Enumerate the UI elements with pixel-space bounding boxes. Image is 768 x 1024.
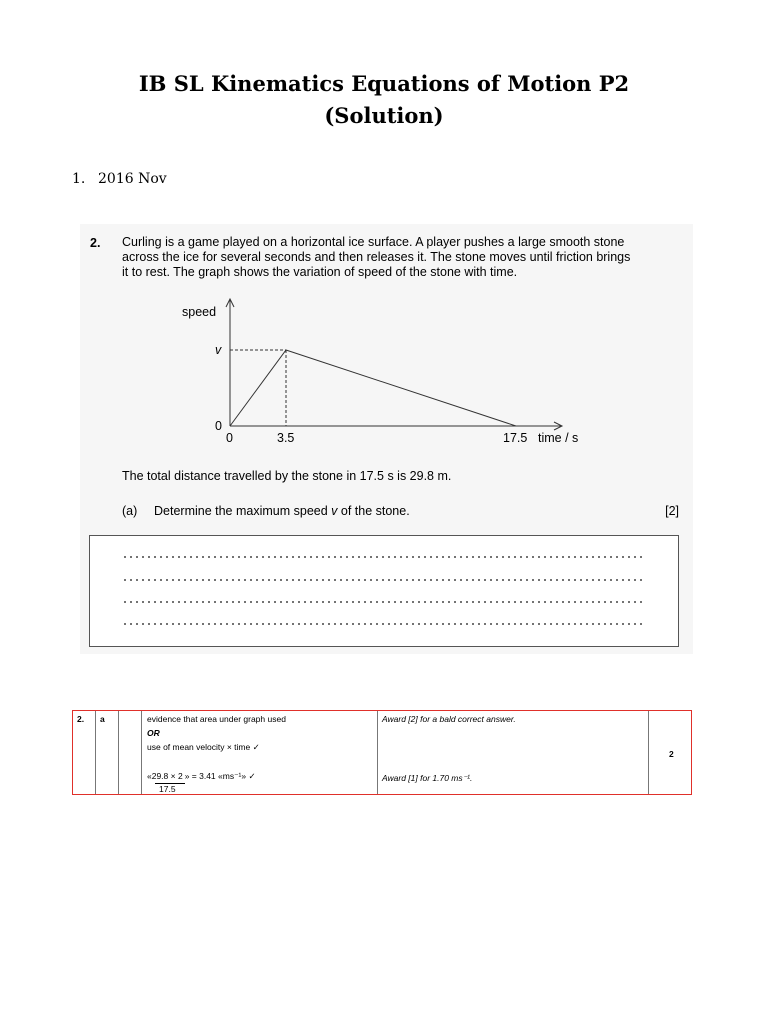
page-title: IB SL Kinematics Equations of Motion P2: [138, 71, 630, 96]
y-tick-0: 0: [215, 419, 222, 433]
part-a-marks: [2]: [665, 504, 679, 518]
question-index: 1.: [72, 171, 86, 187]
ms-question-number: 2.: [77, 714, 85, 724]
x-tick-17-5: 17.5: [503, 431, 528, 445]
ms-answer-line2: use of mean velocity × time ✓: [147, 742, 260, 752]
page-subtitle: (Solution): [324, 103, 444, 128]
y-tick-v: v: [215, 343, 222, 357]
ms-note-partial: Award [1] for 1.70 ms⁻¹.: [382, 773, 473, 783]
ms-total-marks: 2: [669, 749, 674, 759]
answer-dotted-line: [122, 601, 642, 603]
question-scan: [80, 224, 693, 654]
question-heading: [72, 171, 167, 187]
ms-note-bald-answer: Award [2] for a bald correct answer.: [382, 714, 516, 724]
x-axis-label: time / s: [538, 431, 579, 445]
ms-part-letter: a: [100, 714, 105, 724]
scan-question-number: 2.: [90, 236, 101, 250]
scan-text-line: across the ice for several seconds and then releases it. The stone moves until friction brings: [122, 250, 631, 264]
part-a-label: (a): [122, 504, 138, 518]
speed-curve: [230, 350, 516, 426]
ms-fraction-result: » = 3.41 «ms⁻¹» ✓: [184, 771, 256, 781]
scan-text-line: it to rest. The graph shows the variation of speed of the stone with time.: [122, 265, 518, 279]
distance-statement: The total distance travelled by the stone in 17.5 s is 29.8 m.: [122, 469, 452, 483]
ms-fraction-numerator: «29.8 × 2 » = 3.41 «ms⁻¹» ✓: [147, 771, 256, 781]
x-tick-3-5: 3.5: [277, 431, 295, 445]
scan-text-line: Curling is a game played on a horizontal ice surface. A player pushes a large smooth stone: [122, 235, 625, 249]
speed-time-graph: [80, 224, 693, 464]
ms-fraction-denominator: 17.5: [159, 784, 176, 794]
answer-dotted-line: [122, 623, 642, 625]
answer-dotted-line: [122, 579, 642, 581]
question-source: 2016 Nov: [98, 171, 167, 187]
answer-dotted-line: [122, 556, 642, 558]
ms-answer-line1: evidence that area under graph used: [147, 714, 286, 724]
markscheme-table: [72, 710, 692, 795]
part-a-question: Determine the maximum speed v of the stone.: [154, 504, 410, 518]
y-axis-label: speed: [182, 305, 217, 319]
ms-answer-or: OR: [147, 728, 160, 738]
x-tick-0: 0: [226, 431, 233, 445]
answer-box: [89, 535, 679, 647]
